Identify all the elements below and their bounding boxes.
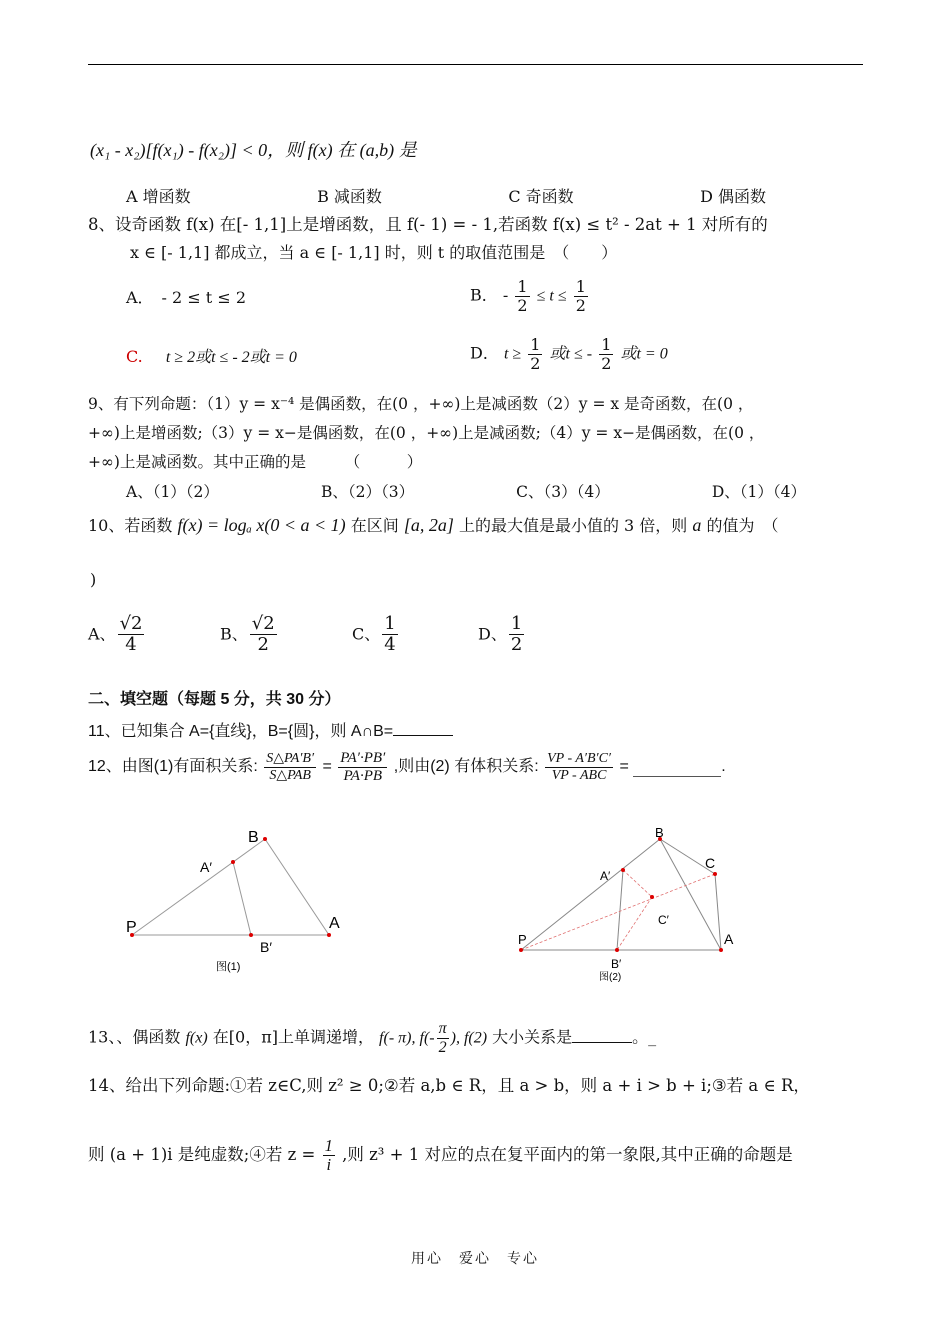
q7-option-a: A 增函数: [126, 187, 191, 206]
label-p: P: [518, 932, 527, 947]
q8-stem-line1: 8、设奇函数 f(x) 在[- 1,1]上是增函数，且 f(- 1) = - 1,若函数 f(x) ≤ t² - 2at + 1 对所有的: [88, 215, 768, 234]
answer-blank[interactable]: [572, 1028, 632, 1043]
edge-ca: [715, 874, 721, 950]
point-c: [713, 872, 717, 876]
q9-line2: +∞)上是增函数;（3）y = x−是偶函数，在(0 ，+∞)上是减函数;（4）y = x−是偶函数，在(0 ，: [88, 424, 765, 442]
section-title: 二、填空题（每题 5 分，共 30 分）: [88, 691, 341, 708]
fraction: $\frac{1}{2}$: [601, 335, 612, 373]
label-a-prime: A′: [200, 859, 212, 875]
label-b: B: [248, 829, 259, 846]
q9-option-d: D、（1）（4）: [711, 483, 806, 501]
header-rule: [88, 64, 863, 65]
q9-option-b: B、（2）（3）: [320, 483, 415, 501]
answer-blank[interactable]: [633, 757, 721, 777]
edge-a-prime-b-prime: [617, 870, 623, 950]
q8-option-a: A． - 2 ≤ t ≤ 2: [126, 288, 246, 307]
answer-blank[interactable]: [393, 721, 453, 736]
q12-text: 12、由图(1)有面积关系: $\frac{S\triangle PA'B'}{\text{S△PAB}}$ = $\frac{PA'\cdot PB'}{PA\cdot PB}$ ,则由(2) 有体积关系: $\frac{VP - A'B'C'}{\text{VP - ABC}}$ = .: [88, 750, 726, 784]
point-b: [263, 837, 267, 841]
point-a-prime: [621, 868, 625, 872]
label-c-prime: C′: [658, 913, 669, 927]
q14-line1: 14、给出下列命题:①若 z∈C,则 z² ≥ 0;②若 a,b ∈ R，且 a > b，则 a + i > b + i;③若 a ∈ R，: [88, 1076, 810, 1095]
q7-option-b: B 减函数: [317, 187, 382, 206]
volume-ratio: $\frac{VP - A'B'C'}{\text{VP - ABC}}$: [547, 751, 611, 783]
q10-option-c: C、 $\frac{1}{4}$: [352, 613, 396, 655]
fraction: $\frac{1}{2}$: [575, 277, 586, 315]
q9-option-a: A、（1）（2）: [126, 483, 219, 501]
point-a: [719, 948, 723, 952]
point-c-prime: [650, 895, 654, 899]
q9-line3: +∞)上是减函数。其中正确的是 （ ）: [88, 453, 423, 471]
edge-c-prime-b-prime: [617, 897, 652, 950]
q10-option-d: D、 $\frac{1}{2}$: [478, 613, 523, 655]
q10-stem: 10、若函数 f(x) = logₐ x(0 < a < 1) 在区间 [a, 2a] 上的最大值是最小值的 3 倍，则 a 的值为 （: [88, 515, 779, 535]
q11-text: 11、已知集合 A={直线}，B={圆}，则 A∩B=: [88, 721, 453, 741]
edge-pb: [132, 839, 265, 935]
fig2-caption: 图(2): [599, 972, 622, 983]
length-ratio: $\frac{PA'\cdot PB'}{PA\cdot PB}$: [340, 750, 386, 784]
q8-option-d: D． t ≥ $\frac{1}{2}$ 或t ≤ - $\frac{1}{2}$ 或t = 0: [470, 335, 668, 373]
fraction: $\frac{1}{2}$: [517, 277, 528, 315]
fraction: $\frac{1}{4}$: [384, 613, 396, 655]
fraction: $\frac{\pi}{2}$: [438, 1020, 447, 1056]
label-a-prime: A′: [600, 869, 611, 883]
fraction: $\frac{1}{i}$: [324, 1136, 333, 1175]
q10-option-a: A、 $\frac{√2}{4}$: [88, 613, 143, 655]
q8-option-c: C. t ≥ 2或t ≤ - 2或t = 0: [126, 347, 297, 366]
q9-line1: 9、有下列命题：（1）y = x⁻⁴ 是偶函数，在(0 ，+∞)上是减函数（2）y = x 是奇函数，在(0 ，: [88, 395, 754, 413]
q8-stem-line2: x ∈ [- 1,1] 都成立，当 a ∈ [- 1,1] 时，则 t 的取值范围是 （ ）: [130, 243, 618, 262]
fraction: $\frac{√2}{4}$: [119, 613, 143, 655]
q10-option-b: B、 $\frac{√2}{2}$: [220, 613, 275, 655]
q7-condition: (x₁ - x₂)[f(x₁) - f(x₂)] < 0，则 f(x) 在 (a,b) 是: [90, 140, 417, 160]
point-a-prime: [231, 860, 235, 864]
q10-close-paren: ): [90, 570, 97, 589]
figure-2: [510, 822, 750, 987]
page-footer: 用心 爱心 专心: [411, 1251, 539, 1267]
label-p: P: [126, 919, 137, 936]
figure-1: [120, 820, 360, 980]
edge-a-prime-c-prime: [623, 870, 652, 897]
label-a: A: [329, 915, 340, 932]
q9-option-c: C、（3）（4）: [516, 483, 610, 501]
edge-ba: [265, 839, 329, 935]
area-ratio: $\frac{S\triangle PA'B'}{\text{S△PAB}}$: [266, 751, 315, 783]
q8-option-b: B． - $\frac{1}{2}$ ≤ t ≤ $\frac{1}{2}$: [470, 277, 586, 315]
fraction: $\frac{√2}{2}$: [251, 613, 275, 655]
point-p: [519, 948, 523, 952]
q9-options: [126, 483, 806, 502]
q13-text: 13、、偶函数 f(x) 在[0，π]上单调递增， f(- π), f(- $\frac{\pi}{2}$ ), f(2) 大小关系是 。_: [88, 1020, 657, 1056]
point-b-prime: [249, 933, 253, 937]
label-c: C: [705, 855, 716, 871]
fraction: $\frac{1}{2}$: [510, 613, 523, 655]
point-a: [327, 933, 331, 937]
label-b-prime: B′: [611, 957, 622, 971]
label-b-prime: B′: [260, 939, 272, 955]
q7-option-c: C 奇函数: [508, 187, 574, 206]
edge-a-prime-b-prime: [233, 862, 251, 935]
q7-options: [126, 187, 766, 206]
point-b-prime: [615, 948, 619, 952]
fraction: $\frac{1}{2}$: [530, 335, 541, 373]
label-a: A: [724, 931, 734, 947]
q14-line2: 则 (a + 1)i 是纯虚数;④若 z = $\frac{1}{i}$ ,则 z³ + 1 对应的点在复平面内的第一象限,其中正确的命题是: [88, 1136, 793, 1175]
fig1-caption: 图(1): [216, 961, 241, 973]
q7-option-d: D 偶函数: [700, 187, 766, 206]
edge-pb: [521, 839, 660, 950]
label-b: B: [655, 825, 664, 840]
